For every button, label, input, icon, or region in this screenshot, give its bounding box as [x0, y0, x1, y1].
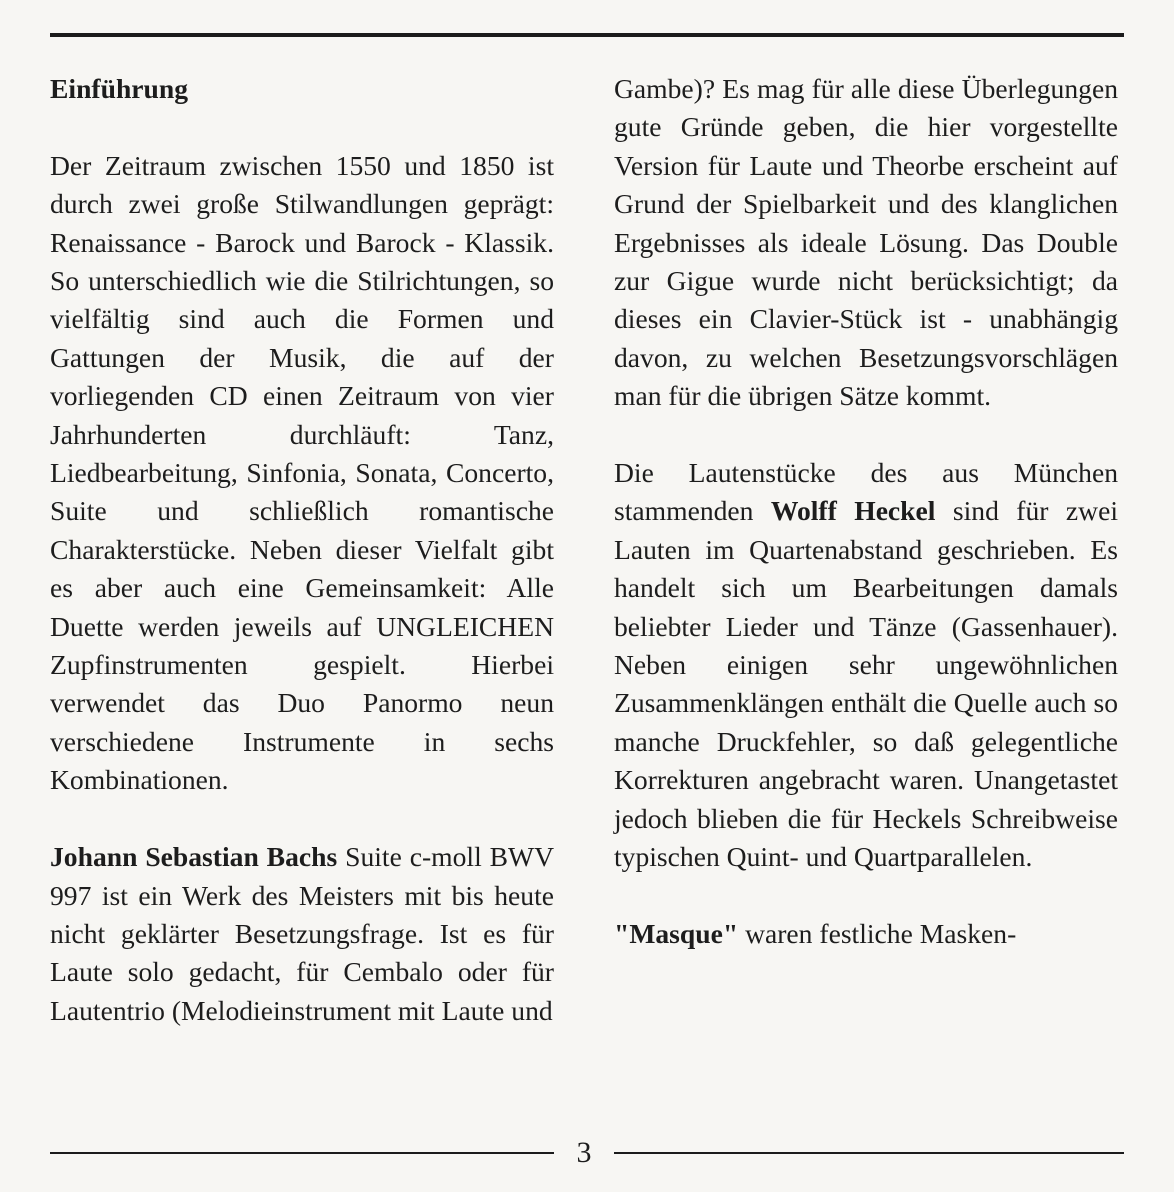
- masque-term: "Masque": [614, 917, 739, 949]
- bach-paragraph: [50, 838, 554, 1030]
- footer-rule-left: [50, 1152, 554, 1154]
- top-rule: [50, 33, 1124, 37]
- section-heading: Einführung: [50, 73, 189, 104]
- page-number: 3: [576, 1136, 592, 1169]
- masque-text: waren festliche Masken-: [738, 917, 1017, 949]
- right-column: [614, 70, 1118, 992]
- footer-rule-right: [614, 1152, 1124, 1154]
- heckel-paragraph: [614, 454, 1118, 876]
- bach-continuation-paragraph: Gambe)? Es mag für alle diese Überlegungen gute Gründe geben, die hier vorgestellte Version für Laute und Theorbe erscheint auf Grund der Spielbarkeit und des klanglichen Ergebnisses als ideale Lösung. Das Double zur Gigue wurde nicht berücksichtigt; da dieses ein Clavier-Stück ist - unabhängig davon, zu welchen Besetzungsvorschlägen man für die übrigen Sätze kommt.: [614, 73, 1118, 412]
- left-column: [50, 70, 554, 1069]
- bach-text: Suite c-moll BWV 997 ist ein Werk des Meisters mit bis heute nicht geklärter Besetzungsfrage. Ist es für Laute solo gedacht, für Cembalo oder für Lautentrio (Melodieinstrument mit Laute und: [50, 841, 555, 1026]
- heckel-text-pre: Die Lautenstücke des aus München stammenden: [614, 457, 1118, 527]
- heckel-name: Wolff Heckel: [770, 495, 936, 527]
- heckel-text-post: sind für zwei Lauten im Quartenabstand geschrieben. Es handelt sich um Bearbeitungen damals beliebter Lieder und Tänze (Gassenhauer). Neben einigen sehr ungewöhnlichen Zusammenklängen enthält die Quelle auch so manche Druckfehler, so daß gelegentliche Korrekturen angebracht waren. Unangetastet jedoch blieben die für Heckels Schreibweise typischen Quint- und Quartparallelen.: [614, 495, 1118, 873]
- intro-paragraph: Der Zeitraum zwischen 1550 und 1850 ist durch zwei große Stilwandlungen geprägt: Renaissance - Barock und Barock - Klassik. So unterschiedlich wie die Stilrichtungen, so vielfältig sind auch die Formen und Gattungen der Musik, die auf der vorliegenden CD einen Zeitraum von vier Jahrhunderten durchläuft: Tanz, Liedbearbeitung, Sinfonia, Sonata, Concerto, Suite und schließlich romantische Charakterstücke. Neben dieser Vielfalt gibt es aber auch eine Gemeinsamkeit: Alle Duette werden jeweils auf UNGLEICHEN Zupfinstrumenten gespielt. Hierbei verwendet das Duo Panormo neun verschiedene Instrumente in sechs Kombinationen.: [50, 149, 554, 796]
- bach-name: Johann Sebastian Bachs: [50, 841, 338, 873]
- masque-paragraph: [614, 915, 1118, 953]
